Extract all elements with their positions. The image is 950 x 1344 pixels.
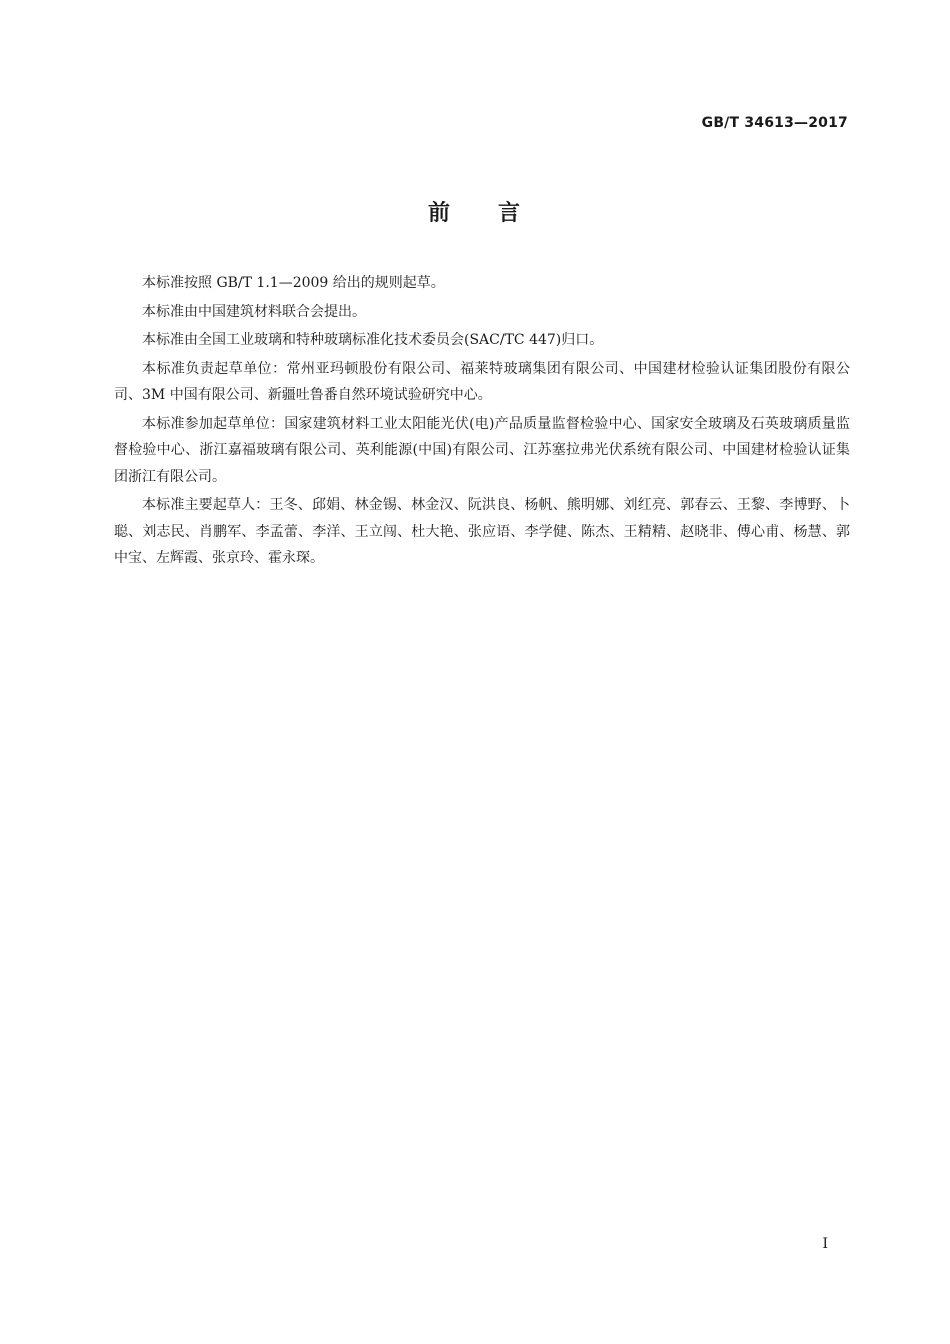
paragraph-centralized-unit: 本标准由全国工业玻璃和特种玻璃标准化技术委员会(SAC/TC 447)归口。 [142,332,604,348]
paragraph-responsible-drafters: 本标准负责起草单位：常州亚玛顿股份有限公司、福莱特玻璃集团有限公司、中国建材检验认证集团股份有限公司、3M 中国有限公司、新疆吐鲁番自然环境试验研究中心。 [114,360,850,403]
page-number: I [822,1236,828,1252]
paragraph-main-drafters: 本标准主要起草人：王冬、邱娟、林金锡、林金汉、阮洪良、杨帆、熊明娜、刘红亮、郭春云、王黎、李博野、卜聪、刘志民、肖鹏军、李孟蕾、李洋、王立闯、杜大艳、张应语、李学健、陈杰、王精精、赵晓非、傅心甫、杨慧、郭中宝、左辉霞、张京玲、霍永琛。 [114,497,850,566]
page-title [0,196,950,227]
paragraph-participating-drafters: 本标准参加起草单位：国家建筑材料工业太阳能光伏(电)产品质量监督检验中心、国家安全玻璃及石英玻璃质量监督检验中心、浙江嘉福玻璃有限公司、英利能源(中国)有限公司、江苏塞拉弗光伏系统有限公司、中国建材检验认证集团浙江有限公司。 [114,415,850,485]
paragraph-drafting-rules: 本标准按照 GB/T 1.1—2009 给出的规则起草。 [142,275,445,291]
title-part-2: 言 [498,201,523,226]
title-part-1: 前 [427,201,452,226]
foreword-body [114,270,850,574]
standard-number: GB/T 34613—2017 [701,115,848,131]
paragraph-proposer: 本标准由中国建筑材料联合会提出。 [142,303,366,320]
